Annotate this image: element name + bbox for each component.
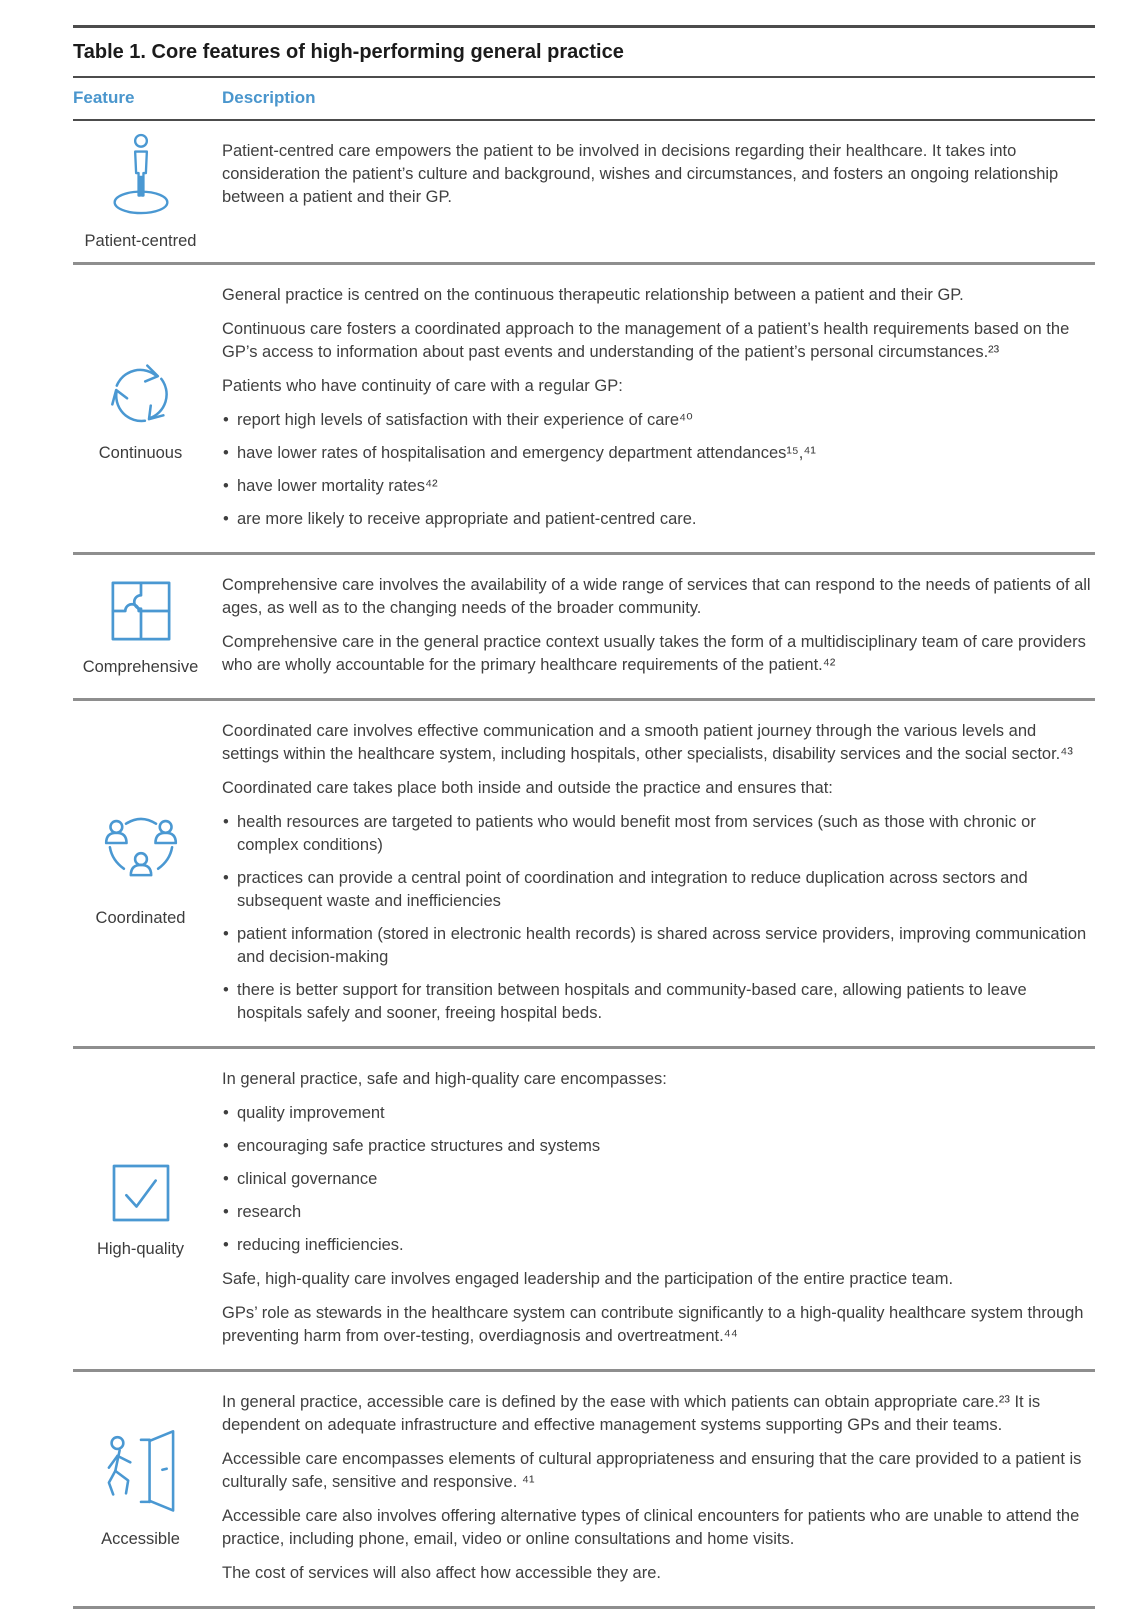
column-header-feature: Feature — [73, 88, 135, 107]
description-cell — [222, 709, 1095, 1036]
bullet-item: • there is better support for transition between hospitals and community-based care, allowing patients to leave hospitals safely and sooner, freeing hospital beds. — [222, 979, 1095, 1025]
bullet-item: • have lower rates of hospitalisation and emergency department attendances¹⁵,⁴¹ — [222, 442, 1095, 465]
checkbox-icon — [105, 1157, 177, 1229]
description-paragraph: Continuous care fosters a coordinated approach to the management of a patient’s health requirements based on the GP’s access to information about past events and understanding of the patient’s personal circumstances.²³ — [222, 320, 1070, 361]
bullet-item: • report high levels of satisfaction with their experience of care⁴⁰ — [222, 409, 1095, 432]
feature-label: Continuous — [98, 443, 183, 462]
bullet-item: • health resources are targeted to patients who would benefit most from services (such as those with chronic or complex conditions) — [222, 811, 1095, 857]
feature-cell — [73, 709, 222, 1036]
description-paragraph: In general practice, accessible care is defined by the ease with which patients can obtain appropriate care.²³ It is dependent on adequate infrastructure and effective management systems supporting GPs and their teams. — [222, 1393, 1041, 1434]
bullet-item: • practices can provide a central point of coordination and integration to reduce duplication across sectors and subsequent waste and inefficiencies — [222, 867, 1095, 913]
description-bullet-list — [222, 811, 1095, 1025]
table-row-patient-centred — [73, 121, 1095, 265]
table-header-row — [73, 78, 1095, 121]
feature-label: Comprehensive — [82, 657, 199, 676]
cycle-arrows-icon — [101, 353, 181, 433]
description-cell — [222, 1057, 1095, 1359]
puzzle-icon — [105, 575, 177, 647]
feature-label: Patient-centred — [84, 231, 197, 250]
column-header-description: Description — [222, 88, 316, 107]
feature-cell — [73, 129, 222, 252]
table-row-accessible — [73, 1372, 1095, 1609]
description-cell — [222, 129, 1095, 252]
table-row-coordinated — [73, 701, 1095, 1049]
open-door-icon — [100, 1427, 182, 1519]
description-paragraph: The cost of services will also affect how accessible they are. — [222, 1564, 661, 1582]
description-paragraph: Patients who have continuity of care with a regular GP: — [222, 377, 623, 395]
table-row-high-quality — [73, 1049, 1095, 1372]
description-paragraph: GPs’ role as stewards in the healthcare system can contribute significantly to a high-quality healthcare system through preventing harm from over-testing, overdiagnosis and overtreatment.⁴⁴ — [222, 1304, 1084, 1345]
bullet-item: • quality improvement — [222, 1102, 1095, 1125]
description-paragraph: Comprehensive care in the general practice context usually takes the form of a multidisciplinary team of care providers who are wholly accountable for the primary healthcare requirements of the patient.⁴² — [222, 633, 1086, 674]
table-row-comprehensive — [73, 555, 1095, 701]
description-paragraph: Coordinated care involves effective communication and a smooth patient journey through the various levels and settings within the healthcare system, including hospitals, other specialists, disability services and the social sector.⁴³ — [222, 722, 1073, 763]
bullet-item: • research — [222, 1201, 1095, 1224]
description-cell — [222, 563, 1095, 688]
feature-label: High-quality — [96, 1240, 185, 1258]
description-cell — [222, 1380, 1095, 1596]
bullet-item: • are more likely to receive appropriate and patient-centred care. — [222, 508, 1095, 531]
bullet-item: • encouraging safe practice structures and systems — [222, 1135, 1095, 1158]
description-paragraph: Accessible care encompasses elements of cultural appropriateness and ensuring that the care provided to a patient is culturally safe, sensitive and responsive. ⁴¹ — [222, 1450, 1082, 1491]
description-bullet-list — [222, 1102, 1095, 1257]
core-features-table — [73, 25, 1095, 1609]
feature-cell — [73, 273, 222, 542]
people-network-icon — [96, 818, 186, 898]
feature-cell — [73, 563, 222, 688]
description-cell — [222, 273, 1095, 542]
feature-label: Coordinated — [95, 908, 186, 927]
person-in-circle-icon — [100, 131, 182, 221]
feature-cell — [73, 1057, 222, 1359]
description-bullet-list — [222, 409, 1095, 531]
bullet-item: • have lower mortality rates⁴² — [222, 475, 1095, 498]
feature-cell — [73, 1380, 222, 1596]
bullet-item: • clinical governance — [222, 1168, 1095, 1191]
description-paragraph: Comprehensive care involves the availability of a wide range of services that can respond to the needs of patients of all ages, as well as to the changing needs of the broader community. — [222, 576, 1091, 617]
description-paragraph: Accessible care also involves offering alternative types of clinical encounters for patients who are unable to attend the practice, including phone, email, video or online consultations and home visits. — [222, 1507, 1080, 1548]
description-paragraph: Patient-centred care empowers the patient to be involved in decisions regarding their healthcare. It takes into consideration the patient’s culture and background, wishes and circumstances, and fosters an ongoing relationship between a patient and their GP. — [222, 142, 1059, 206]
description-paragraph: Coordinated care takes place both inside and outside the practice and ensures that: — [222, 779, 833, 797]
bullet-item: • patient information (stored in electronic health records) is shared across service providers, improving communication and decision-making — [222, 923, 1095, 969]
feature-label: Accessible — [101, 1530, 180, 1548]
description-paragraph: General practice is centred on the continuous therapeutic relationship between a patient and their GP. — [222, 286, 964, 304]
table-row-continuous — [73, 265, 1095, 555]
description-paragraph: In general practice, safe and high-quality care encompasses: — [222, 1070, 667, 1088]
bullet-item: • reducing inefficiencies. — [222, 1234, 1095, 1257]
description-paragraph: Safe, high-quality care involves engaged leadership and the participation of the entire practice team. — [222, 1270, 954, 1288]
table-title: Table 1. Core features of high-performing general practice — [73, 28, 1095, 78]
